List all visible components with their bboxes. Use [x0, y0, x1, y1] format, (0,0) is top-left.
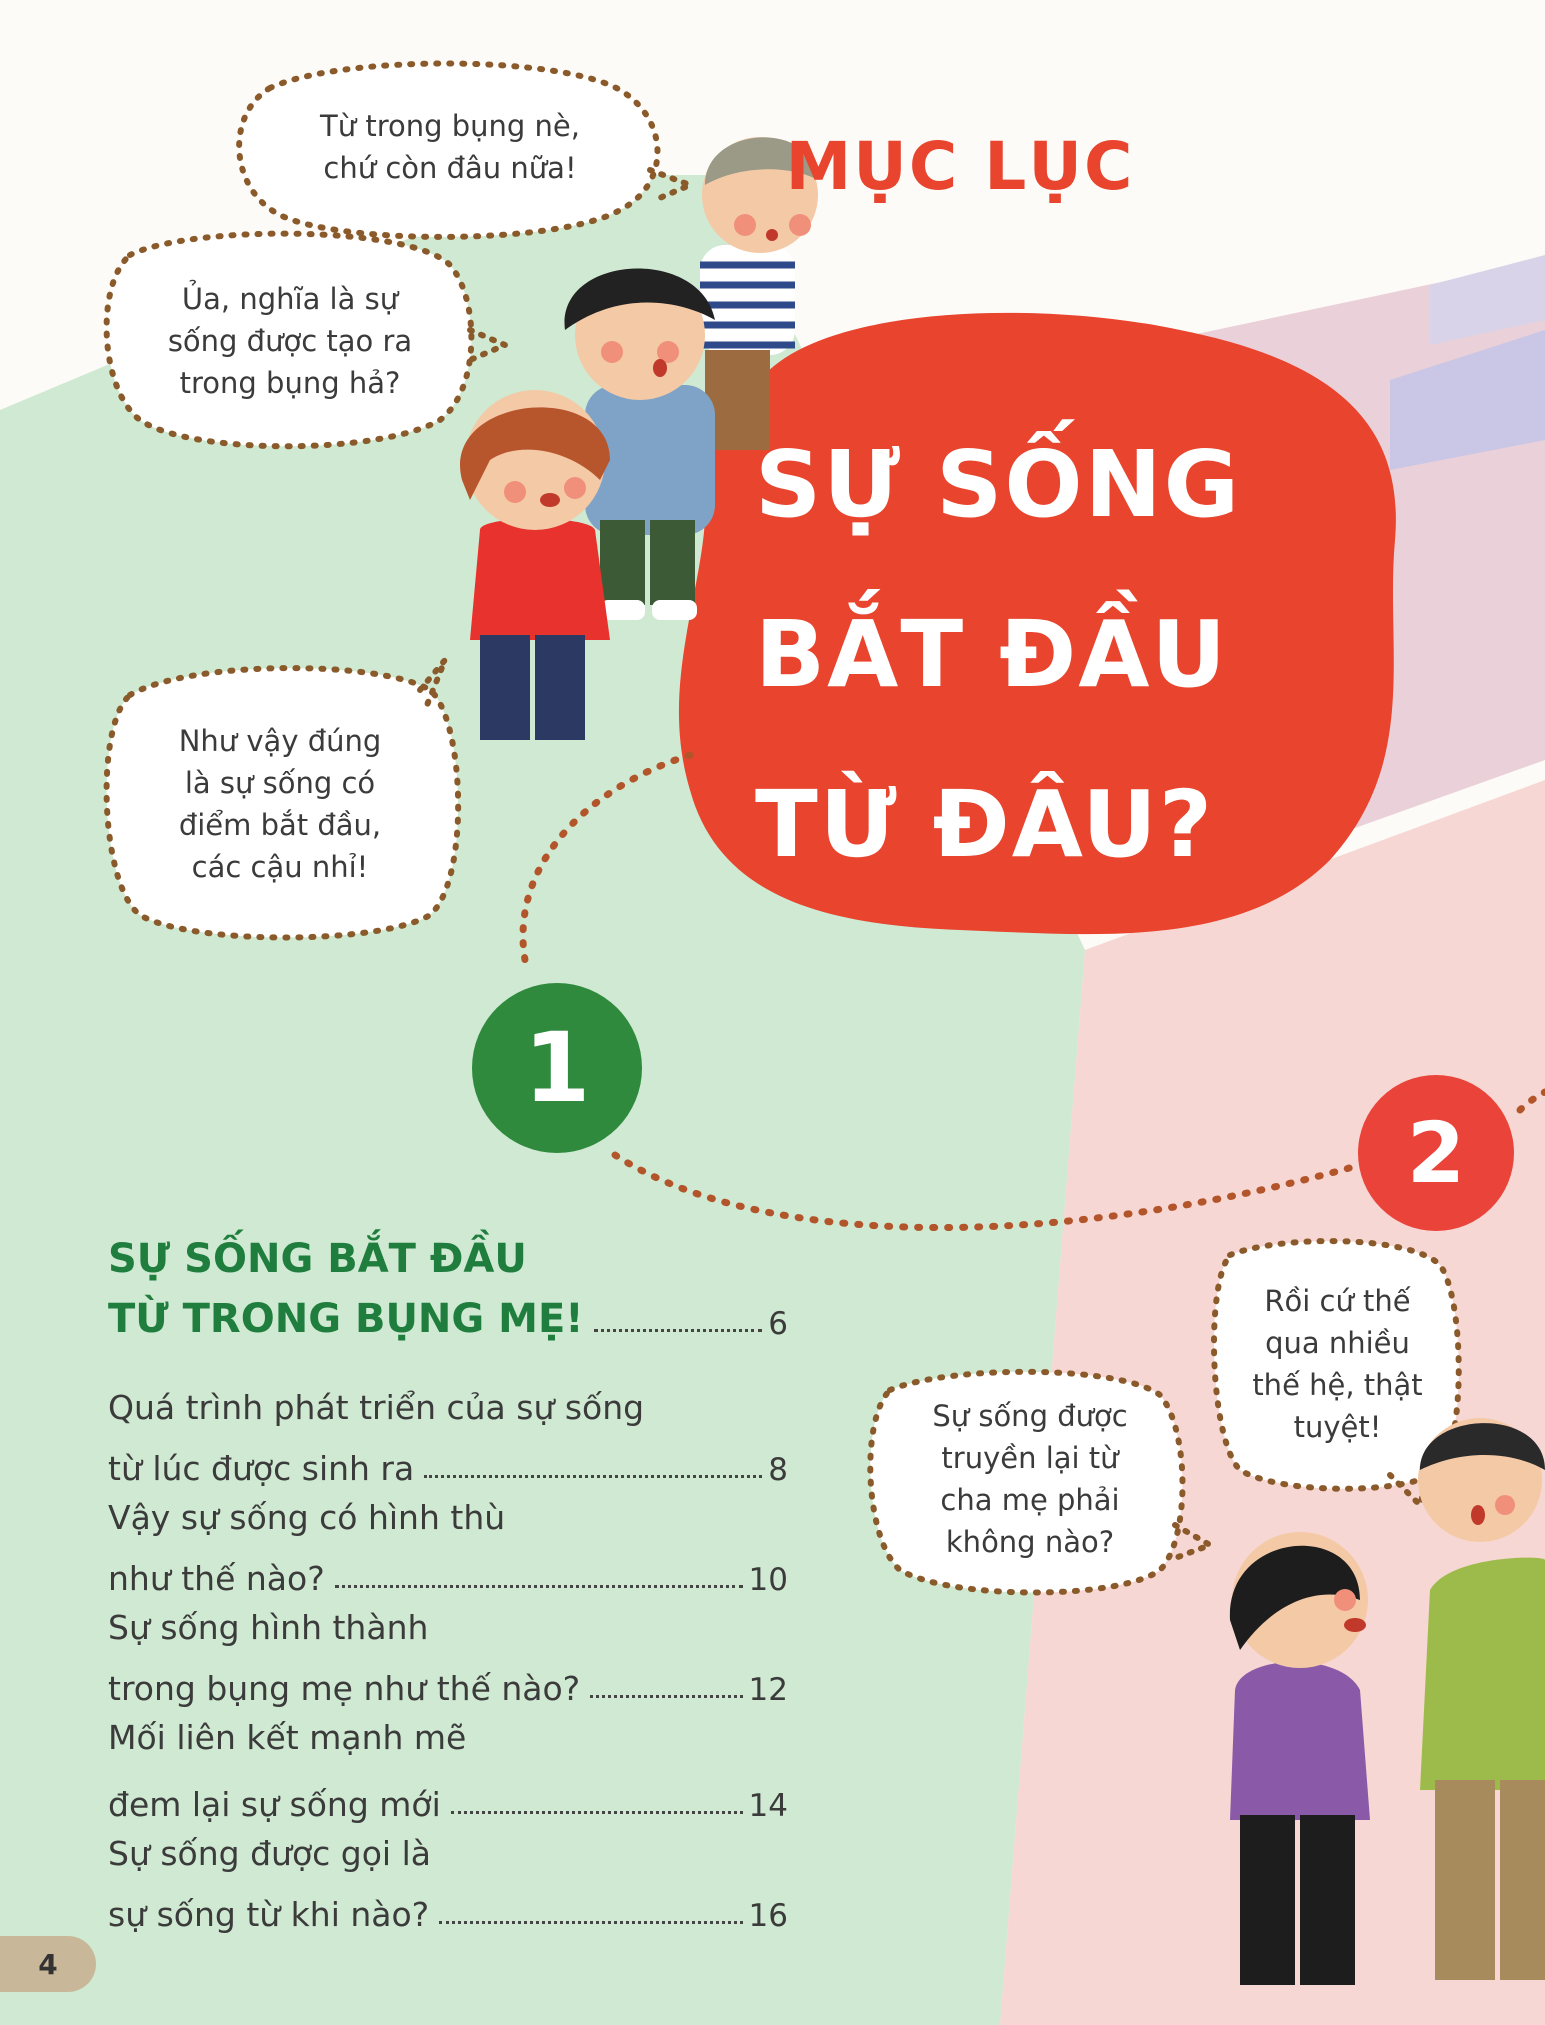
bubble-1-line-2: chứ còn đâu nữa! — [323, 151, 577, 185]
bubble-2-line-3: trong bụng hả? — [179, 366, 401, 400]
toc-item-4-line-2: đem lại sự sống mới — [108, 1785, 441, 1824]
man-green-illustration — [1418, 1418, 1545, 1980]
bubble-3-line-2: là sự sống có — [184, 766, 376, 800]
chapter-page: 6 — [768, 1306, 788, 1342]
toc-item-3-page: 12 — [748, 1672, 788, 1708]
leader-dots — [335, 1585, 743, 1588]
bubble-1-line-1: Từ trong bụng nè, — [320, 109, 580, 143]
toc-item-3-line-2: trong bụng mẹ như thế nào? — [108, 1669, 581, 1708]
bubble-5-line-1: Sự sống được — [932, 1399, 1128, 1433]
bubble-5-line-2: truyền lại từ — [941, 1441, 1119, 1475]
leader-dots — [594, 1329, 763, 1332]
toc-item-3-line-1[interactable]: Sự sống hình thành — [108, 1608, 429, 1647]
chapter-title-line-2: TỪ TRONG BỤNG MẸ! — [108, 1296, 584, 1342]
chapter-title[interactable] — [108, 1225, 828, 1293]
toc-item-1-line-2: từ lúc được sinh ra — [108, 1449, 415, 1488]
toc-item-2-page: 10 — [748, 1562, 788, 1598]
chapter-title-line-1: SỰ SỐNG BẮT ĐẦU — [108, 1236, 527, 1282]
bubble-3-text — [135, 720, 425, 888]
page-number: 4 — [0, 1936, 96, 1992]
toc-item-5-line-1[interactable]: Sự sống được gọi là — [108, 1834, 431, 1873]
leader-dots — [590, 1695, 742, 1698]
bubble-3-line-1: Như vậy đúng — [178, 724, 382, 758]
toc-item-5-page: 16 — [748, 1898, 788, 1934]
bubble-2-line-2: sống được tạo ra — [167, 324, 413, 358]
toc-item-1[interactable] — [108, 1438, 788, 1488]
toc-item-1-page: 8 — [768, 1452, 788, 1488]
bubble-4-line-4: tuyệt! — [1293, 1410, 1382, 1444]
leader-dots — [424, 1475, 762, 1478]
bubble-2-text — [130, 278, 450, 404]
bubble-1-text — [270, 105, 630, 189]
toc-item-5[interactable] — [108, 1884, 788, 1934]
main-title-line-2: BẮT ĐẦU — [755, 601, 1229, 708]
bubble-4-line-2: qua nhiều — [1265, 1326, 1410, 1360]
leader-dots — [439, 1921, 742, 1924]
chapter-1-number: 1 — [523, 1012, 591, 1124]
main-title-line-1: SỰ SỐNG — [755, 431, 1242, 538]
chapter-2-number: 2 — [1406, 1104, 1466, 1202]
main-title-line-3: TỪ ĐÂU? — [755, 771, 1215, 878]
toc-item-4-page: 14 — [748, 1788, 788, 1824]
bubble-4-text — [1225, 1280, 1450, 1448]
bubble-4-line-3: thế hệ, thật — [1252, 1368, 1423, 1402]
bubble-4-line-1: Rồi cứ thế — [1264, 1284, 1411, 1318]
toc-item-2[interactable] — [108, 1548, 788, 1598]
bubble-3-line-3: điểm bắt đầu, — [178, 808, 382, 842]
section-title: MỤC LỤC — [785, 128, 1135, 205]
toc-item-2-line-2: như thế nào? — [108, 1559, 325, 1598]
toc-item-5-line-2: sự sống từ khi nào? — [108, 1895, 430, 1934]
leader-dots — [451, 1811, 743, 1814]
bubble-5-text — [885, 1395, 1175, 1563]
bubble-2-line-1: Ủa, nghĩa là sự — [181, 282, 399, 316]
bubble-5-line-4: không nào? — [945, 1525, 1115, 1559]
toc-item-3[interactable] — [108, 1658, 788, 1708]
toc-item-4-line-1[interactable]: Mối liên kết mạnh mẽ — [108, 1718, 467, 1757]
main-title — [755, 400, 1395, 910]
toc-item-1-line-1[interactable]: Quá trình phát triển của sự sống — [108, 1388, 645, 1427]
bubble-5-line-3: cha mẹ phải — [940, 1483, 1120, 1517]
toc-item-2-line-1[interactable]: Vậy sự sống có hình thù — [108, 1498, 506, 1537]
toc-item-4[interactable] — [108, 1774, 788, 1824]
chapter-title-entry[interactable] — [108, 1292, 788, 1342]
bubble-3-line-4: các cậu nhỉ! — [191, 850, 369, 884]
